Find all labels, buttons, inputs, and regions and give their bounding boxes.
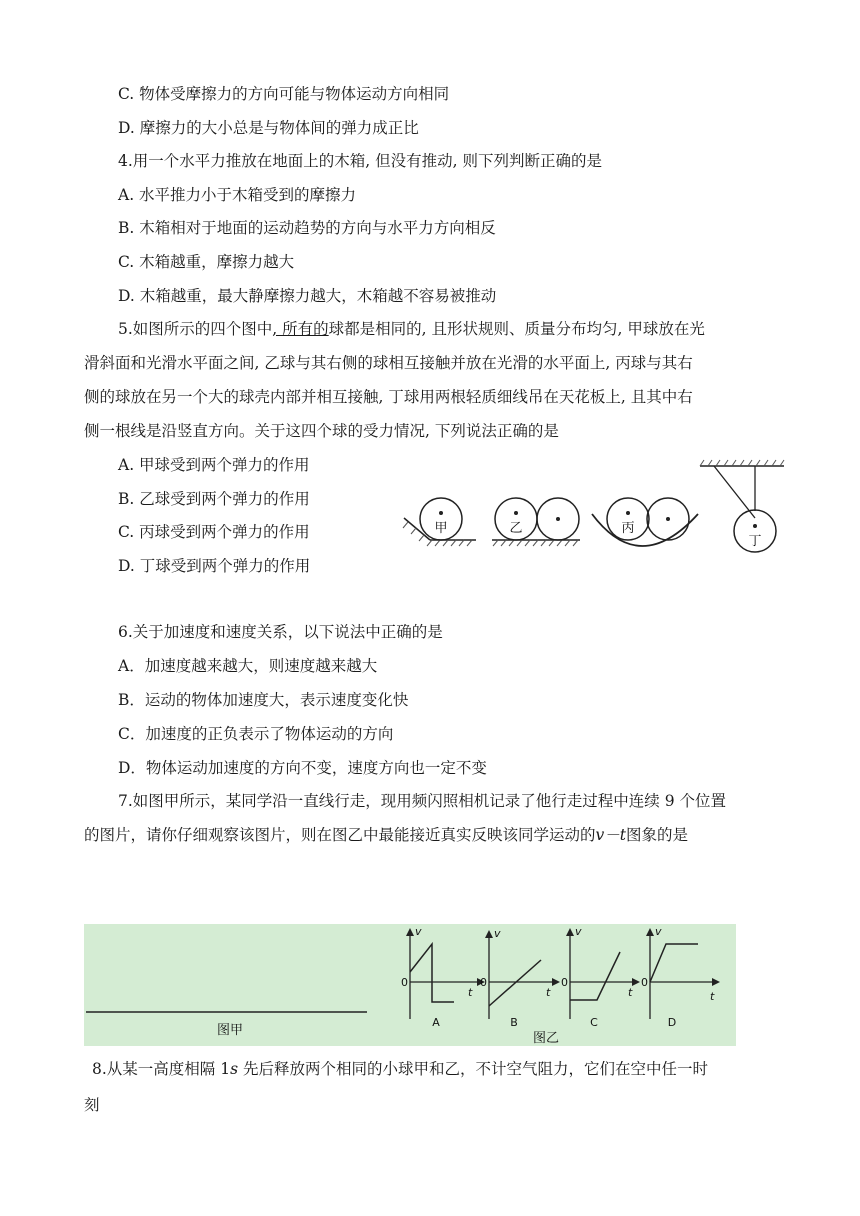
ball-bing-diagram (592, 498, 698, 546)
ball-ding-diagram (700, 460, 784, 552)
graph-b-v-label: v (494, 927, 501, 940)
q6-option-b: B．运动的物体加速度大，表示速度变化快 (118, 691, 409, 709)
q8-stem-line1 (92, 1058, 708, 1080)
q4-stem: 4.用一个水平力推放在地面上的木箱, 但没有推动, 则下列判断正确的是 (118, 152, 602, 170)
q7-figure (84, 924, 736, 1046)
graph-c-letter: C (590, 1016, 598, 1029)
q6-option-a: A．加速度越来越大，则速度越来越大 (118, 657, 378, 675)
q5-option-c: C. 丙球受到两个弹力的作用 (118, 523, 310, 541)
ball-jia-diagram (403, 498, 476, 546)
q4-option-b: B. 木箱相对于地面的运动趋势的方向与水平力方向相反 (118, 219, 496, 237)
q5-ball-figure (400, 456, 790, 556)
graph-a-v-label: v (415, 925, 422, 938)
q5-stem-line3: 侧的球放在另一个大的球壳内部并相互接触, 丁球用两根轻质细线吊在天花板上, 且其中右 (84, 388, 693, 406)
q6-stem: 6.关于加速度和速度关系，以下说法中正确的是 (118, 623, 443, 641)
ball-label-jia: 甲 (434, 521, 448, 536)
q5-text: 球都是相同的, 且形状规则、质量分布均匀, 甲球放在光 (328, 320, 705, 338)
graph-b-letter: B (510, 1016, 518, 1029)
graph-d-letter: D (667, 1016, 677, 1029)
q8-stem-line2: 刻 (84, 1096, 100, 1114)
q7-text: 图象的是 (626, 826, 689, 844)
q8-text: 先后释放两个相同的小球甲和乙，不计空气阻力，它们在空中任一时 (238, 1060, 708, 1078)
q6-option-c: C．加速度的正负表示了物体运动的方向 (118, 725, 394, 743)
q7-stem-line2 (84, 824, 688, 846)
figure-yi-caption: 图乙 (532, 1031, 560, 1046)
q5-stem-line4: 侧一根线是沿竖直方向。关于这四个球的受力情况, 下列说法正确的是 (84, 422, 559, 440)
ball-label-yi: 乙 (509, 521, 523, 536)
q4-option-c: C. 木箱越重，摩擦力越大 (118, 253, 295, 271)
graph-a-t-label: t (468, 986, 473, 999)
q5-stem-line2: 滑斜面和光滑水平面之间, 乙球与其右侧的球相互接触并放在光滑的水平面上, 丙球与其右 (84, 354, 693, 372)
figure-jia-caption: 图甲 (216, 1023, 244, 1038)
q4-option-d: D. 木箱越重，最大静摩擦力越大，木箱越不容易被推动 (118, 287, 497, 305)
q5-stem-line1 (118, 318, 705, 340)
graph-d-v-label: v (655, 925, 662, 938)
q8-text: 8.从某一高度相隔 1 (92, 1060, 231, 1078)
q4-option-a: A. 水平推力小于木箱受到的摩擦力 (118, 186, 357, 204)
q7-text: 的图片，请你仔细观察该图片，则在图乙中最能接近真实反映该同学运动的 (84, 826, 596, 844)
q6-option-d: D．物体运动加速度的方向不变，速度方向也一定不变 (118, 759, 487, 777)
graph-c-t-label: t (628, 986, 633, 999)
q3-option-c: C. 物体受摩擦力的方向可能与物体运动方向相同 (118, 85, 450, 103)
ball-label-bing: 丙 (621, 521, 635, 536)
q5-text: 5.如图所示的四个图中 (118, 320, 273, 338)
q5-option-d: D. 丁球受到两个弹力的作用 (118, 557, 311, 575)
graph-b-t-label: t (546, 986, 551, 999)
q5-option-b: B. 乙球受到两个弹力的作用 (118, 490, 310, 508)
graph-c-v-label: v (575, 925, 582, 938)
ball-label-ding: 丁 (748, 534, 762, 549)
ball-yi-diagram (492, 498, 580, 546)
graph-d-t-label: t (710, 990, 715, 1003)
q8-unit-s: s (230, 1060, 239, 1078)
q3-option-d: D. 摩擦力的大小总是与物体间的弹力成正比 (118, 119, 419, 137)
graph-a-origin: 0 (401, 976, 408, 989)
q5-underlined-text: , 所有的 (272, 320, 329, 338)
q7-vt-symbol: v－t (595, 826, 627, 844)
q7-stem-line1: 7.如图甲所示，某同学沿一直线行走，现用频闪照相机记录了他行走过程中连续 9 个位置 (118, 792, 727, 810)
q5-option-a: A. 甲球受到两个弹力的作用 (118, 456, 310, 474)
graph-d-origin: 0 (641, 976, 648, 989)
graph-c-origin: 0 (561, 976, 568, 989)
graph-b-origin: 0 (480, 976, 487, 989)
graph-a-letter: A (432, 1016, 440, 1029)
